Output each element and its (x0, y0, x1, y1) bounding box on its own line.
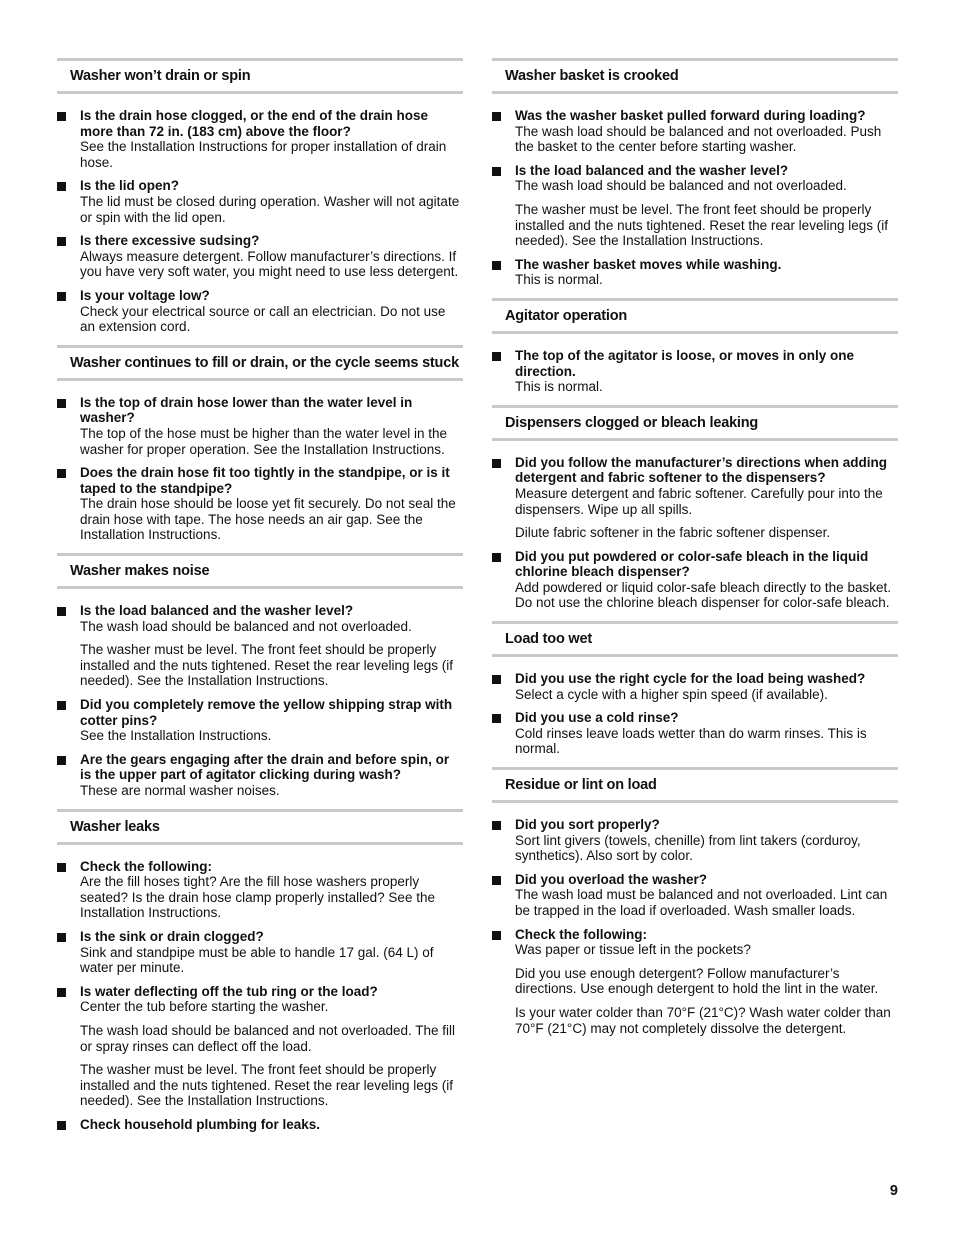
answer-text: This is normal. (515, 379, 603, 395)
answer-text: Did you use enough detergent? Follow manufacturer’s directions. Use enough detergent to hold the lint in the water. (515, 965, 879, 997)
square-bullet-icon (57, 112, 66, 121)
section-washer-makes-noise (57, 553, 463, 799)
square-bullet-icon (57, 756, 66, 765)
section-heading: Washer basket is crooked (492, 58, 898, 94)
question-text: Is the load balanced and the washer level? (515, 162, 789, 178)
answer-text: The wash load should be balanced and not overloaded. (515, 178, 847, 194)
question-text: Did you completely remove the yellow shipping strap with cotter pins? (80, 697, 453, 728)
answer-text: Are the fill hoses tight? Are the fill hose washers properly seated? Is the drain hose clamp properly installed? See the Installation Instructions. (80, 874, 435, 921)
section-heading: Washer leaks (57, 809, 463, 845)
troubleshooting-item (57, 697, 463, 744)
troubleshooting-item (492, 348, 898, 395)
troubleshooting-item (492, 108, 898, 155)
troubleshooting-item (492, 163, 898, 249)
answer-text: The washer must be level. The front feet should be properly installed and the nuts tightened. Reset the rear leveling legs (if needed). See the Installation Instructions. (80, 642, 453, 689)
square-bullet-icon (57, 1121, 66, 1130)
square-bullet-icon (57, 701, 66, 710)
answer-text: Cold rinses leave loads wetter than do warm rinses. This is normal. (515, 725, 867, 757)
troubleshooting-item (492, 671, 898, 702)
question-text: Is there excessive sudsing? (80, 233, 260, 249)
question-text: Is the load balanced and the washer level? (80, 603, 354, 619)
square-bullet-icon (492, 553, 501, 562)
square-bullet-icon (492, 876, 501, 885)
answer-text: The wash load should be balanced and not overloaded. Push the basket to the center before starting washer. (515, 123, 882, 155)
question-text: Is the drain hose clogged, or the end of the drain hose more than 72 in. (183 cm) above the floor? (80, 108, 429, 139)
square-bullet-icon (492, 352, 501, 361)
troubleshooting-item (57, 929, 463, 976)
question-text: Was the washer basket pulled forward during loading? (515, 108, 866, 123)
square-bullet-icon (492, 675, 501, 684)
answer-text: The top of the hose must be higher than the water level in the washer for proper operation. See the Installation Instructions. (80, 425, 447, 457)
question-text: Did you use a cold rinse? (515, 710, 679, 726)
answer-text: Dilute fabric softener in the fabric softener dispenser. (515, 525, 831, 541)
section-washer-basket-is-crooked (492, 58, 898, 288)
troubleshooting-item (57, 233, 463, 280)
section-washer-won-t-drain-or-spin (57, 58, 463, 335)
section-heading: Residue or lint on load (492, 767, 898, 803)
question-text: Did you put powdered or color-safe bleach in the liquid chlorine bleach dispenser? (515, 548, 869, 580)
troubleshooting-item (57, 465, 463, 543)
square-bullet-icon (492, 261, 501, 270)
answer-text: Is your water colder than 70°F (21°C)? Wash water colder than 70°F (21°C) may not completely dissolve the detergent. (515, 1004, 891, 1036)
troubleshooting-item (57, 1117, 463, 1133)
answer-text: Measure detergent and fabric softener. Carefully pour into the dispensers. Wipe up all spills. (515, 485, 883, 517)
answer-text: Check your electrical source or call an electrician. Do not use an extension cord. (80, 303, 446, 335)
question-text: Is water deflecting off the tub ring or the load? (80, 983, 378, 999)
troubleshooting-item (57, 603, 463, 689)
square-bullet-icon (492, 459, 501, 468)
page-number: 9 (889, 1183, 898, 1199)
answer-text: The washer must be level. The front feet should be properly installed and the nuts tightened. Reset the rear leveling legs (if needed). See the Installation Instructions. (515, 201, 888, 249)
section-heading: Washer won’t drain or spin (57, 58, 463, 94)
section-agitator-operation (492, 298, 898, 395)
square-bullet-icon (57, 988, 66, 997)
troubleshooting-item (492, 455, 898, 541)
answer-text: The lid must be closed during operation. Washer will not agitate or spin with the lid open. (80, 193, 460, 225)
answer-text: The wash load must be balanced and not overloaded. Lint can be trapped in the load if overloaded. Wash smaller loads. (515, 887, 888, 918)
troubleshooting-item (492, 710, 898, 757)
question-text: Is your voltage low? (80, 287, 210, 303)
square-bullet-icon (57, 863, 66, 872)
section-heading: Agitator operation (492, 298, 898, 334)
square-bullet-icon (492, 821, 501, 830)
troubleshooting-item (57, 752, 463, 799)
question-text: Did you follow the manufacturer’s directions when adding detergent and fabric softener to the dispensers? (515, 454, 888, 486)
square-bullet-icon (57, 469, 66, 478)
question-text: Are the gears engaging after the drain and before spin, or is the upper part of agitator clicking during wash? (80, 751, 450, 783)
troubleshooting-item (492, 872, 898, 919)
troubleshooting-item (57, 859, 463, 921)
answer-text: Add powdered or liquid color-safe bleach directly to the basket. Do not use the chlorine bleach dispenser for color-safe bleach. (515, 579, 891, 611)
square-bullet-icon (57, 607, 66, 616)
answer-text: Center the tub before starting the washer. (80, 999, 329, 1015)
section-heading: Load too wet (492, 621, 898, 657)
troubleshooting-item (492, 927, 898, 1037)
answer-text: Sink and standpipe must be able to handle 17 gal. (64 L) of water per minute. (80, 944, 434, 976)
section-washer-continues-to-fill-or-drain-or-the-cycle-seems-stuck (57, 345, 463, 543)
answer-text: The drain hose should be loose yet fit securely. Do not seal the drain hose with tape. The hose needs an air gap. See the Installation Instructions. (80, 496, 456, 543)
square-bullet-icon (57, 933, 66, 942)
question-text: The top of the agitator is loose, or moves in only one direction. (515, 347, 855, 379)
section-washer-leaks (57, 809, 463, 1133)
troubleshooting-item (57, 108, 463, 170)
square-bullet-icon (57, 182, 66, 191)
question-text: Check the following: (80, 858, 213, 874)
troubleshooting-item (492, 817, 898, 864)
question-text: The washer basket moves while washing. (515, 256, 782, 272)
answer-text: This is normal. (515, 272, 603, 288)
answer-text: Sort lint givers (towels, chenille) from lint takers (corduroy, synthetics). Also sort by color. (515, 832, 861, 864)
question-text: Does the drain hose fit too tightly in the standpipe, or is it taped to the standpipe? (80, 465, 450, 496)
question-text: Did you use the right cycle for the load being washed? (515, 671, 866, 687)
square-bullet-icon (57, 399, 66, 408)
square-bullet-icon (492, 112, 501, 121)
square-bullet-icon (492, 714, 501, 723)
troubleshooting-item (57, 395, 463, 457)
question-text: Is the lid open? (80, 178, 180, 194)
question-text: Is the sink or drain clogged? (80, 928, 264, 944)
question-text: Is the top of drain hose lower than the water level in washer? (80, 394, 413, 426)
question-text: Did you overload the washer? (515, 871, 708, 887)
section-dispensers-clogged-or-bleach-leaking (492, 405, 898, 611)
left-column (57, 58, 463, 1143)
section-heading: Washer continues to fill or drain, or the cycle seems stuck (57, 345, 463, 381)
troubleshooting-item (57, 984, 463, 1109)
answer-text: Was paper or tissue left in the pockets? (515, 942, 751, 958)
troubleshooting-item (492, 549, 898, 611)
troubleshooting-item (57, 178, 463, 225)
section-residue-or-lint-on-load (492, 767, 898, 1036)
answer-text: See the Installation Instructions. (80, 728, 272, 744)
answer-text: The wash load should be balanced and not overloaded. (80, 618, 412, 634)
section-heading: Washer makes noise (57, 553, 463, 589)
troubleshooting-item (492, 257, 898, 288)
section-heading: Dispensers clogged or bleach leaking (492, 405, 898, 441)
section-load-too-wet (492, 621, 898, 757)
answer-text: Select a cycle with a higher spin speed (if available). (515, 686, 828, 702)
question-text: Check household plumbing for leaks. (80, 1116, 321, 1132)
answer-text: These are normal washer noises. (80, 783, 280, 798)
question-text: Check the following: (515, 926, 648, 942)
square-bullet-icon (492, 931, 501, 940)
answer-text: Always measure detergent. Follow manufacturer’s directions. If you have very soft water, you might need to use less detergent. (80, 248, 459, 280)
square-bullet-icon (57, 237, 66, 246)
troubleshooting-item (57, 288, 463, 335)
answer-text: The wash load should be balanced and not overloaded. The fill or spray rinses can deflect off the load. (80, 1022, 456, 1054)
question-text: Did you sort properly? (515, 817, 660, 833)
answer-text: The washer must be level. The front feet should be properly installed and the nuts tightened. Reset the rear leveling legs (if needed). See the Installation Instructions. (80, 1062, 453, 1109)
square-bullet-icon (492, 167, 501, 176)
square-bullet-icon (57, 292, 66, 301)
answer-text: See the Installation Instructions for proper installation of drain hose. (80, 139, 447, 170)
right-column (492, 58, 898, 1046)
